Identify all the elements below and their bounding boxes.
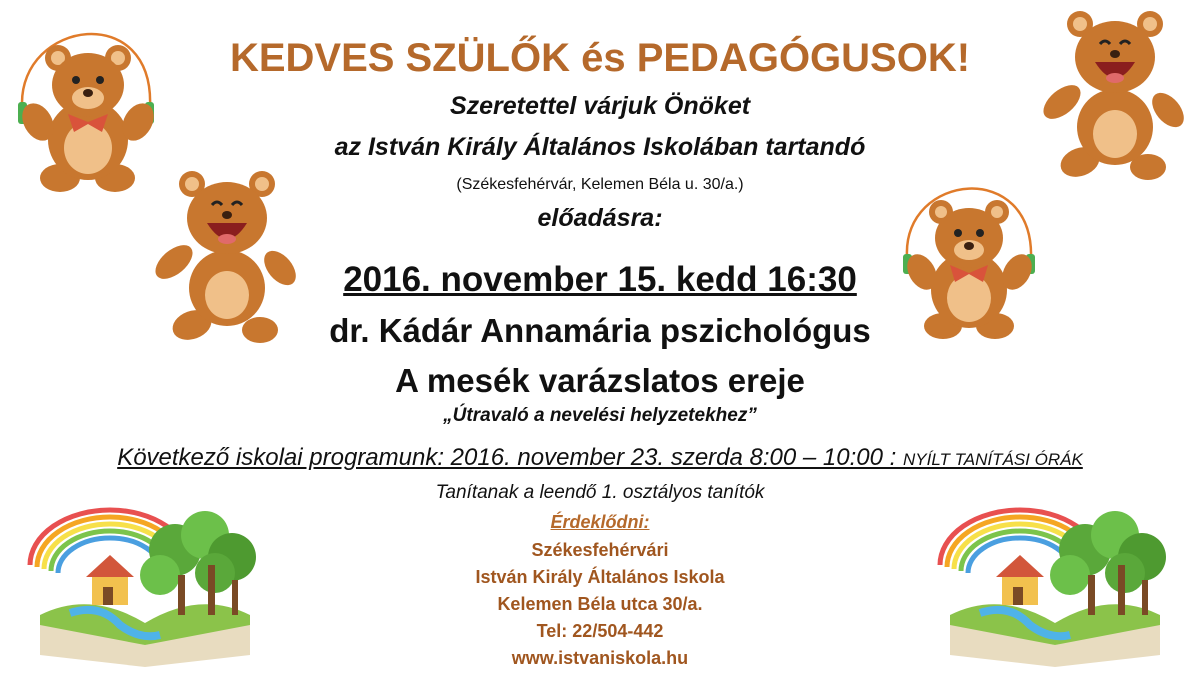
contact-line-1: Székesfehérvári (531, 540, 669, 560)
teachers-note: Tanítanak a leendő 1. osztályos tanítók (435, 482, 765, 503)
lecture-subtitle: „Útravaló a nevelési helyzetekhez” (443, 405, 757, 426)
next-program-text: Következő iskolai programunk: 2016. november 23. szerda 8:00 – 10:00 : (117, 444, 903, 471)
school-address: (Székesfehérvár, Kelemen Béla u. 30/a.) (456, 176, 744, 193)
next-program-caps: NYÍLT TANÍTÁSI ÓRÁK (903, 450, 1083, 469)
invitation-line-2: az István Király Általános Iskolában tartandó (334, 133, 866, 161)
speaker-name: dr. Kádár Annamária pszichológus (329, 312, 871, 349)
lecture-word: előadásra: (537, 204, 663, 232)
event-date: 2016. november 15. kedd 16:30 (343, 260, 857, 299)
contact-line-3: Kelemen Béla utca 30/a. (497, 594, 703, 614)
contact-website: www.istvaniskola.hu (511, 648, 689, 668)
next-program (0, 444, 1200, 472)
lecture-title: A mesék varázslatos ereje (395, 362, 805, 399)
contact-phone: Tel: 22/504-442 (536, 621, 664, 641)
page-title: KEDVES SZÜLŐK és PEDAGÓGUSOK! (229, 36, 971, 80)
invitation-line-1: Szeretettel várjuk Önöket (449, 92, 751, 120)
contact-label: Érdeklődni: (550, 512, 650, 532)
contact-line-2: István Király Általános Iskola (475, 567, 725, 587)
